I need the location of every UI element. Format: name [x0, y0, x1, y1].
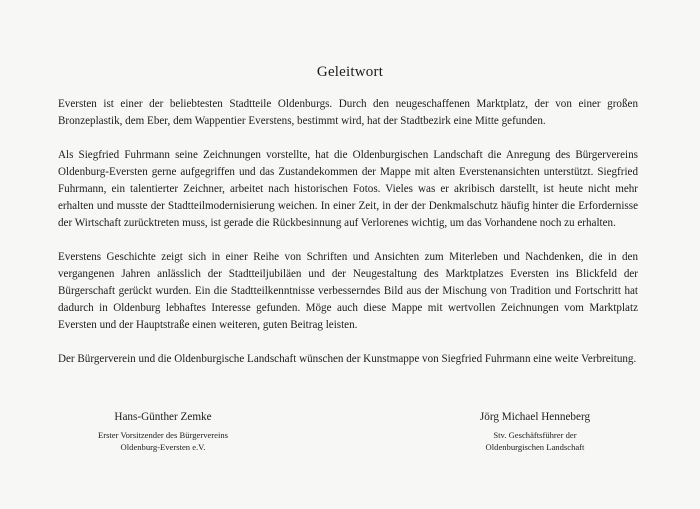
signatory-name-left: Hans-Günther Zemke	[114, 411, 212, 423]
signatory-role-right-line1: Stv. Geschäftsführer der	[493, 430, 577, 440]
signature-left	[68, 410, 258, 453]
paragraph-2: Als Siegfried Fuhrmann seine Zeichnungen vorstellte, hat die Oldenburgischen Landschaft die Anregung des Bürgervereins Oldenburg-Eversten gerne aufgegriffen und das Zustandekommen der Mappe mit alten Everstenansichten unterstützt. Siegfried Fuhrmann, ein talentierter Zeichner, arbeitet nach historischen Fotos. Vieles was er akribisch darstellt, ist heute nicht mehr erhalten und musste der Stadtteilmodernisierung weichen. In einer Zeit, in der der Denkmalschutz häufig hinter die Erfordernisse der Wirtschaft zurücktreten muss, ist gerade die Rückbesinnung auf Verlorenes wichtig, um das Vorhandene noch zu erhalten.	[58, 149, 638, 229]
signatory-role-left-line2: Oldenburg-Eversten e.V.	[120, 442, 206, 452]
signatory-name-right: Jörg Michael Henneberg	[479, 411, 591, 423]
paragraph-4: Der Bürgerverein und die Oldenburgische Landschaft wünschen der Kunstmappe von Siegfried Fuhrmann eine weite Verbreitung.	[58, 353, 637, 365]
signature-right	[440, 410, 630, 453]
signatory-role-left-line1: Erster Vorsitzender des Bürgervereins	[97, 430, 229, 440]
paragraph-1: Eversten ist einer der beliebtesten Stadtteile Oldenburgs. Durch den neugeschaffenen Marktplatz, der von einer großen Bronzeplastik, dem Eber, dem Wappentier Everstens, bestimmt wird, hat der Stadtbezirk eine Mitte gefunden.	[58, 98, 638, 127]
paragraph-3: Everstens Geschichte zeigt sich in einer Reihe von Schriften und Ansichten zum Miterleben und Nachdenken, die in den vergangenen Jahren anlässlich der Stadtteiljubiläen und der Neugestaltung des Marktplatzes Eversten ins Blickfeld der Bürgerschaft gerückt wurden. Ein die Stadtteilkenntnisse verbesserndes Bild aus der Mischung von Tradition und Fortschritt hat dadurch in Oldenburg lebhaftes Interesse gefunden. Möge auch diese Mappe mit wertvollen Zeichnungen vom Marktplatz Eversten und der Hauptstraße einen weiteren, guten Beitrag leisten.	[58, 251, 638, 331]
document-body	[58, 96, 638, 385]
signatory-role-right-line2: Oldenburgischen Landschaft	[485, 442, 585, 452]
page-title: Geleitwort	[316, 64, 384, 80]
